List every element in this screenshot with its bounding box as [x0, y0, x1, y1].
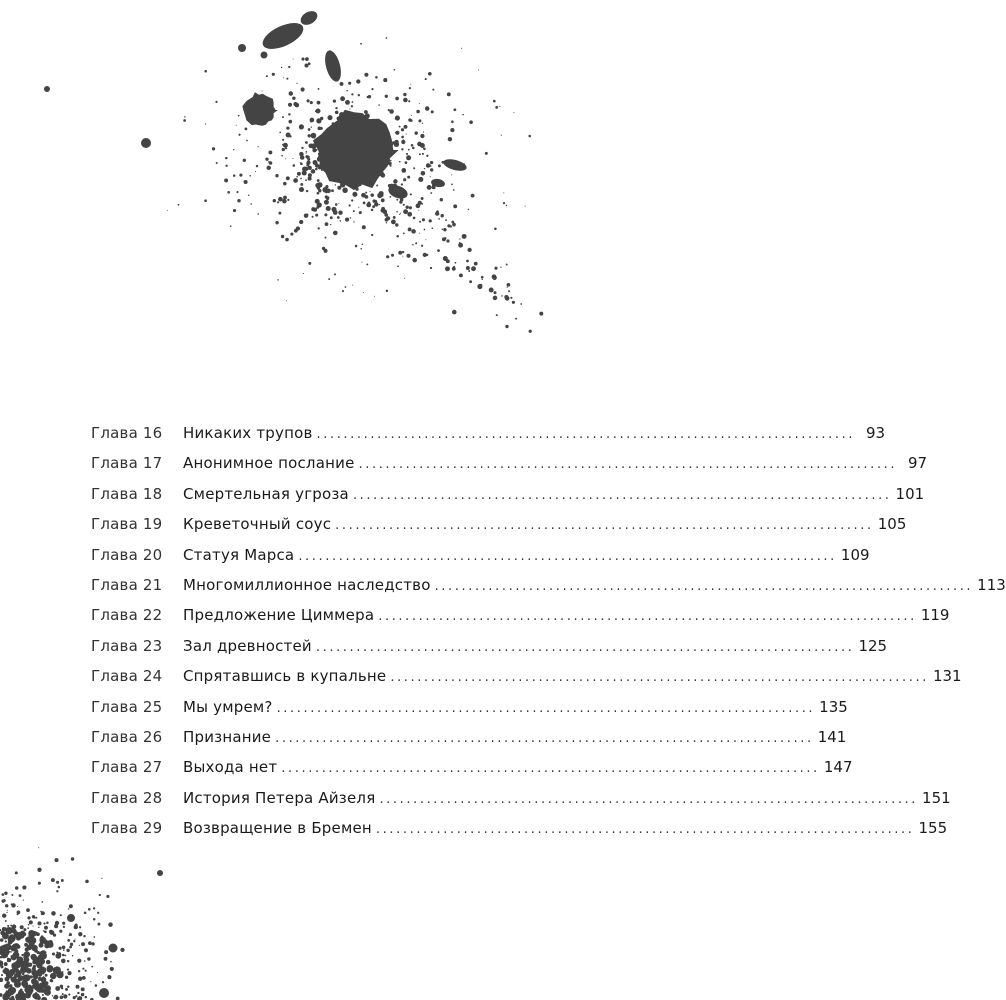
toc-entry[interactable] — [91, 667, 962, 697]
toc-entry[interactable] — [91, 515, 907, 545]
chapter-number: Глава 23 — [91, 636, 163, 655]
chapter-title: Креветочный соус — [183, 515, 332, 534]
chapter-number: Глава 20 — [91, 545, 163, 564]
dot-leader: ................................................................................ — [434, 578, 974, 594]
chapter-title: Возвращение в Бремен — [183, 819, 372, 838]
dot-leader: ................................................................................ — [358, 457, 898, 473]
toc-entry[interactable] — [91, 758, 853, 788]
page-number: 105 — [877, 515, 907, 534]
chapter-number: Глава 17 — [91, 454, 163, 473]
chapter-title: Никаких трупов — [183, 424, 313, 442]
dot-leader: ................................................................................ — [335, 518, 874, 534]
chapter-title: Мы умрем? — [183, 697, 273, 716]
chapter-title: Смертельная угроза — [183, 484, 349, 503]
chapter-title: Признание — [183, 727, 272, 746]
chapter-number: Глава 18 — [91, 484, 163, 503]
page-number: 151 — [922, 788, 951, 807]
chapter-number: Глава 16 — [91, 424, 163, 442]
page-number: 155 — [918, 819, 948, 838]
toc-entry[interactable] — [91, 636, 888, 667]
dot-leader: ................................................................................ — [390, 670, 929, 686]
dot-leader: ................................................................................ — [379, 791, 919, 807]
chapter-title: Статуя Марса — [183, 545, 295, 564]
chapter-number: Глава 25 — [91, 697, 163, 716]
page-number: 147 — [823, 758, 853, 777]
toc-entry[interactable] — [91, 788, 951, 819]
chapter-number: Глава 26 — [91, 727, 163, 746]
ink-splatter-top — [44, 8, 543, 333]
page-number: 141 — [817, 727, 847, 746]
toc-entry[interactable] — [91, 606, 950, 636]
table-of-contents — [91, 424, 1006, 849]
toc-entry[interactable] — [91, 575, 1006, 606]
chapter-number: Глава 19 — [91, 515, 163, 534]
page-number: 101 — [895, 484, 925, 503]
page-number: 113 — [977, 575, 1006, 594]
chapter-number: Глава 22 — [91, 606, 163, 625]
toc-entry[interactable] — [91, 819, 948, 849]
chapter-title: Выхода нет — [183, 758, 278, 777]
chapter-number: Глава 28 — [91, 788, 163, 807]
ink-splatter-bottom-left — [0, 847, 163, 1000]
dot-leader: ................................................................................ — [276, 700, 816, 716]
page-number: 109 — [840, 545, 870, 564]
chapter-number: Глава 29 — [91, 819, 163, 838]
dot-leader: ................................................................................ — [375, 822, 915, 838]
toc-entry[interactable] — [91, 424, 886, 454]
toc-entry[interactable] — [91, 454, 928, 484]
dot-leader: ................................................................................ — [315, 639, 855, 655]
page-number: 131 — [932, 667, 962, 686]
chapter-title: Зал древностей — [183, 636, 312, 655]
dot-leader: ................................................................................ — [281, 761, 820, 777]
page-number: 125 — [858, 636, 888, 655]
chapter-number: Глава 21 — [91, 575, 163, 594]
page-number: 97 — [908, 454, 928, 473]
chapter-number: Глава 27 — [91, 758, 163, 777]
dot-leader: ................................................................................ — [298, 548, 837, 564]
page-number: 135 — [819, 697, 848, 716]
chapter-title: Анонимное послание — [183, 454, 355, 473]
dot-leader: ................................................................................ — [352, 487, 892, 503]
toc-entry[interactable] — [91, 545, 870, 576]
chapter-title: История Петера Айзеля — [183, 788, 376, 807]
toc-entry[interactable] — [91, 727, 847, 758]
chapter-title: Предложение Циммера — [183, 606, 375, 625]
toc-entry[interactable] — [91, 484, 925, 515]
chapter-title: Многомиллионное наследство — [183, 575, 431, 594]
dot-leader: ................................................................................ — [316, 427, 856, 442]
page-number: 93 — [866, 424, 886, 442]
chapter-title: Спрятавшись в купальне — [183, 667, 387, 686]
page-number: 119 — [920, 606, 950, 625]
dot-leader: ................................................................................ — [378, 609, 917, 625]
toc-entry[interactable] — [91, 697, 848, 728]
chapter-number: Глава 24 — [91, 667, 163, 686]
dot-leader: ................................................................................ — [275, 730, 814, 746]
